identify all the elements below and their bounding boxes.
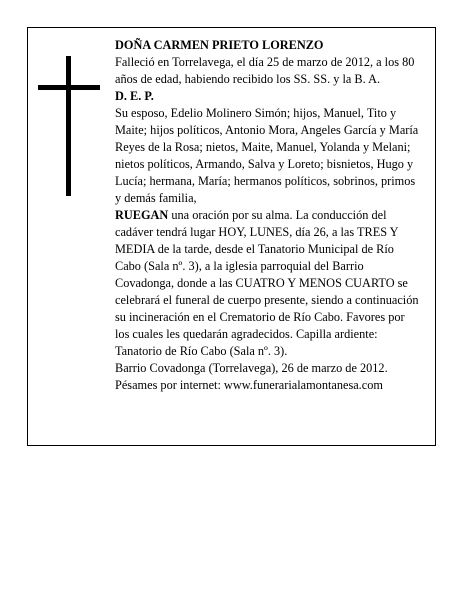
ruegan-label: RUEGAN [115, 208, 169, 222]
cross-vertical-bar [66, 56, 71, 196]
family-list: Su esposo, Edelio Molinero Simón; hijos, Manuel, Tito y Maite; hijos políticos, Antonio Mora, Angeles García y María Reyes de la Rosa; nietos, Maite, Manuel, Yolanda y Melani; nietos políticos, Armando, Salva y Loreto; bisnietos, Hugo y Lucía; hermana, María; hermanos políticos, sobrinos, primos y demás familia, [115, 106, 419, 205]
death-notice: Falleció en Torrelavega, el día 25 de marzo de 2012, a los 80 años de edad, habiendo recibido los SS. SS. y la B. A. [115, 55, 415, 86]
rest-in-peace: D. E. P. [115, 89, 154, 103]
obituary-text [115, 37, 419, 394]
funeral-details: una oración por su alma. La conducción del cadáver tendrá lugar HOY, LUNES, día 26, a las TRES Y MEDIA de la tarde, desde el Tanatorio Municipal de Río Cabo (Sala nº. 3), a la iglesia parroquial del Barrio Covadonga, donde a las CUATRO Y MENOS CUARTO se celebrará el funeral de cuerpo presente, siendo a continuación su incineración en el Crematorio de Río Cabo. Favores por los cuales les quedarán agradecidos. Capilla ardiente: Tanatorio de Río Cabo (Sala nº. 3). [115, 208, 419, 358]
condolences-line: Pésames por internet: www.funerarialamontanesa.com [115, 378, 383, 392]
deceased-name: DOÑA CARMEN PRIETO LORENZO [115, 38, 324, 52]
latin-cross-icon [38, 56, 100, 196]
place-date: Barrio Covadonga (Torrelavega), 26 de marzo de 2012. [115, 361, 388, 375]
cross-horizontal-bar [38, 85, 100, 90]
funeral-paragraph [115, 207, 419, 360]
